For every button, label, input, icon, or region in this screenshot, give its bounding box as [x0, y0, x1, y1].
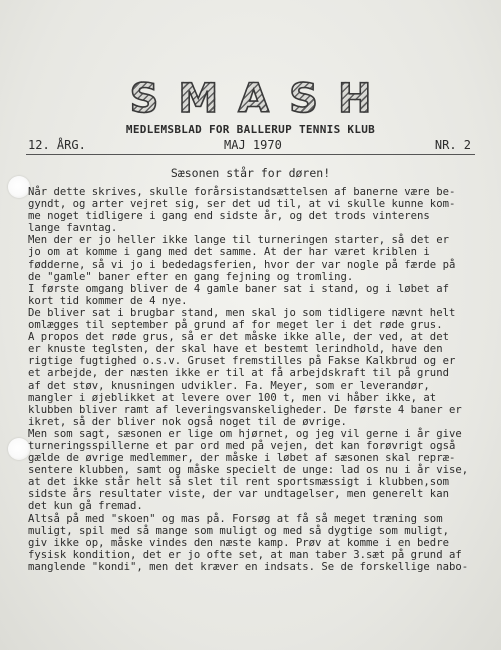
- header-divider: [26, 154, 475, 155]
- issue-number: NR. 2: [434, 138, 471, 152]
- volume-label: 12. ÅRG.: [28, 138, 86, 152]
- issue-date: MAJ 1970: [224, 138, 282, 152]
- article-line: giv ikke op, måske vindes den næste kamp. Prøv at komme i en bedre: [28, 536, 449, 549]
- article-line: af det støv, knusningen udvikler. Fa. Meyer, som er leverandør,: [28, 379, 430, 392]
- article-line: gyndt, og arter vejret sig, ser det ud til, at vi skulle kunne kom-: [28, 198, 456, 211]
- article-line: Men der er jo heller ikke lange til turneringen starter, så det er: [28, 234, 449, 247]
- article-line: sentere klubben, samt og måske specielt de unge: lad os nu i år vise,: [28, 464, 469, 477]
- article-line: lange favntag.: [28, 222, 118, 235]
- article-line: er knuste teglsten, der skal have et bestemt lerindhold, have den: [28, 343, 443, 356]
- article-heading: Sæsonen står for døren!: [170, 166, 331, 180]
- article-line: Men som sagt, sæsonen er lige om hjørnet, og jeg vil gerne i år give: [28, 427, 462, 440]
- article-line: at det ikke står helt så slet til rent sportsmæssigt i klubben,som: [28, 476, 449, 489]
- article-line: fysisk kondition, det er jo ofte set, at man taber 3.sæt på grund af: [28, 548, 462, 561]
- article-line: fødderne, så vi jo i bededagsferien, hvor der var nogle på færde på: [28, 258, 456, 271]
- article-line: mangler i øjeblikket at levere over 100 t, men vi håber ikke, at: [28, 391, 437, 404]
- article-line: de "gamle" baner efter en gang fejning og tromling.: [28, 270, 354, 283]
- newsletter-title: SMASH: [110, 76, 392, 122]
- article-line: A propos det røde grus, så er det måske ikke alle, der ved, at det: [28, 331, 449, 344]
- article-line: klubben bliver ramt af leveringsvanskeligheder. De første 4 baner er: [28, 403, 462, 416]
- article-line: turneringsspillerne et par ord med på vejen, det kan forøvrigt også: [28, 439, 456, 452]
- article-line: muligt, spil med så mange som muligt og med så dygtige som muligt,: [28, 524, 449, 537]
- article-line: Når dette skrives, skulle forårsistandsættelsen af banerne være be-: [28, 186, 456, 198]
- article-line: et arbejde, der næsten ikke er til at få arbejdskraft til på grund: [28, 367, 449, 380]
- issue-info-row: [28, 138, 471, 154]
- article-line: jo om at komme i gang med det samme. At der har været kriblen i: [28, 246, 430, 259]
- article-body: [28, 186, 488, 573]
- article-line: omlægges til september på grund af for meget ler i det røde grus.: [28, 319, 443, 332]
- article-line: kort tid kommer de 4 nye.: [28, 294, 188, 307]
- article-line: det kun gå fremad.: [28, 500, 143, 513]
- article-line: sidste års resultater viste, der var undtagelser, men generelt kan: [28, 488, 449, 501]
- masthead: [0, 76, 501, 122]
- newsletter-subtitle: MEDLEMSBLAD FOR BALLERUP TENNIS KLUB: [125, 123, 376, 136]
- article-line: rigtige fugtighed o.s.v. Gruset fremstilles på Fakse Kalkbrud og er: [28, 355, 456, 368]
- punch-hole: [8, 438, 30, 460]
- article-line: I første omgang bliver de 4 gamle baner sat i stand, og i løbet af: [28, 282, 449, 295]
- article-line: manglende "kondi", men det kræver en indsats. Se de forskellige nabo-: [28, 560, 469, 573]
- article-line: Altså på med "skoen" og mas på. Forsøg at få så meget træning som: [28, 512, 443, 525]
- article-line: me noget tidligere i gang end sidste år, og det trods vinterens: [28, 210, 430, 223]
- article-line: De bliver sat i brugbar stand, men skal jo som tidligere nævnt helt: [28, 306, 456, 319]
- article-line: ikret, så der bliver nok også noget til de øvrige.: [28, 415, 347, 428]
- article-line: gælde de øvrige medlemmer, der måske i løbet af sæsonen skal repræ-: [28, 452, 456, 465]
